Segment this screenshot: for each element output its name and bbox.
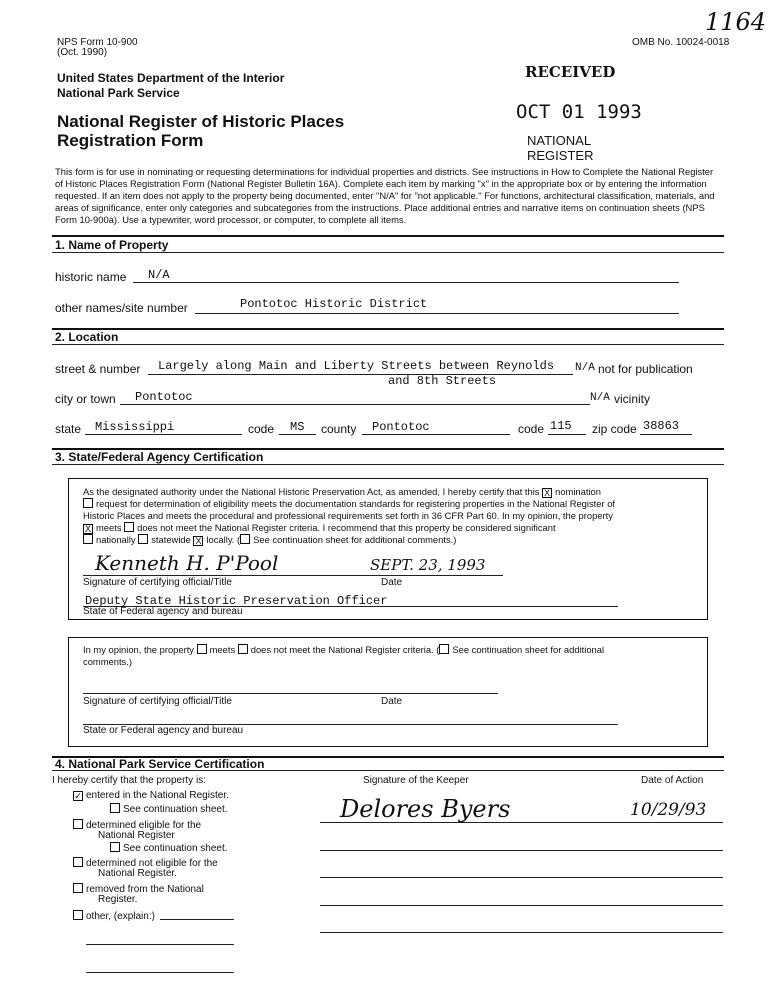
keeper-line-3	[320, 877, 723, 878]
city-value[interactable]: Pontotoc	[135, 390, 193, 404]
eligible-label: determined eligible for the	[86, 820, 202, 831]
section-rule	[52, 328, 724, 330]
meets-checkbox[interactable]: X	[84, 524, 91, 534]
see-continuation-checkbox-1[interactable]	[110, 803, 120, 813]
city-label: city or town	[55, 392, 116, 406]
state-value[interactable]: Mississippi	[95, 420, 175, 434]
opinion-date-label: Date	[381, 696, 403, 707]
other-line	[160, 919, 234, 920]
see-cont-row-1	[110, 803, 228, 815]
meets-label: meets	[96, 522, 122, 533]
keeper-signature: Delores Byers	[340, 795, 511, 823]
county-code-line	[548, 434, 586, 435]
code-label: code	[248, 422, 275, 436]
not-eligible-label-2: National Register.	[98, 868, 177, 879]
cert-para-1: As the designated authority under the National Historic Preservation Act, as amended, I hereby certify that this	[83, 486, 540, 497]
code-value[interactable]: MS	[290, 420, 305, 434]
entered-label: entered in the National Register.	[86, 790, 229, 801]
cert-line-5	[83, 534, 456, 546]
other-names-line	[195, 313, 679, 314]
opinion-line-1	[83, 644, 604, 655]
opinion-does-not-label: does not meet the National Register criteria. (	[250, 644, 440, 655]
removed-row	[73, 883, 204, 895]
other-line-2	[86, 944, 234, 945]
not-eligible-label: determined not eligible for the	[86, 858, 218, 869]
form-date: (Oct. 1990)	[57, 47, 108, 58]
keeper-line-4	[320, 905, 723, 906]
street-value-2[interactable]: and 8th Streets	[388, 374, 497, 388]
removed-label-2: Register.	[98, 894, 138, 905]
state-label: state	[55, 422, 82, 436]
keeper-line-5	[320, 932, 723, 933]
see-continuation-label-1: See continuation sheet.	[123, 804, 228, 815]
opinion-signature-label: Signature of certifying official/Title	[83, 696, 232, 707]
opinion-comments: comments.)	[83, 656, 132, 667]
keeper-line-1	[320, 822, 723, 823]
certify-text: I hereby certify that the property is:	[52, 775, 206, 786]
cert-line-4	[83, 522, 556, 534]
street-label: street & number	[55, 362, 141, 376]
form-number: NPS Form 10-900	[57, 37, 138, 48]
agency-value[interactable]: Deputy State Historic Preservation Officer	[85, 594, 388, 608]
other-row	[73, 910, 155, 922]
divider	[52, 464, 724, 465]
divider	[52, 770, 724, 771]
opinion-continuation-label: See continuation sheet for additional	[452, 644, 605, 655]
opinion-agency-label: State or Federal agency and bureau	[83, 725, 244, 736]
stamp-national: NATIONAL	[527, 133, 592, 148]
opinion-continuation-checkbox[interactable]	[439, 644, 449, 654]
see-continuation-checkbox-2[interactable]	[110, 842, 120, 852]
action-date[interactable]: 10/29/93	[630, 800, 707, 820]
removed-label: removed from the National	[86, 884, 204, 895]
cert-para-2: request for determination of eligibility meets the documentation standards for registering properties in the National Register of	[96, 498, 616, 509]
signature-label: Signature of certifying official/Title	[83, 577, 232, 588]
statewide-checkbox[interactable]	[138, 534, 148, 544]
date-of-action-label: Date of Action	[641, 775, 704, 786]
nationally-checkbox[interactable]	[83, 534, 93, 544]
street-value[interactable]: Largely along Main and Liberty Streets between Reynolds	[158, 359, 555, 373]
not-for-publication-label: not for publication	[598, 362, 693, 376]
opinion-signature-line	[83, 693, 498, 694]
eligible-checkbox[interactable]	[73, 819, 83, 829]
code-line	[279, 434, 316, 435]
historic-name-label: historic name	[55, 270, 127, 284]
opinion-meets-label: meets	[209, 644, 236, 655]
date-label: Date	[381, 577, 403, 588]
stamp-date: OCT 01 1993	[516, 101, 642, 123]
nationally-label: nationally	[96, 534, 136, 545]
entered-checkbox[interactable]: ✓	[74, 791, 82, 801]
locally-checkbox[interactable]: X	[195, 536, 202, 546]
city-line	[120, 404, 590, 405]
eligible-label-2: National Register	[98, 830, 175, 841]
divider	[52, 252, 724, 253]
department: United States Department of the Interior	[57, 71, 285, 85]
county-line	[362, 434, 510, 435]
continuation-checkbox[interactable]	[240, 534, 250, 544]
stamp-register: REGISTER	[527, 148, 594, 163]
section-rule	[52, 235, 724, 237]
certification-date[interactable]: SEPT. 23, 1993	[370, 556, 486, 574]
cert-line-1	[83, 486, 601, 498]
historic-name-value[interactable]: N/A	[148, 268, 170, 282]
county-value[interactable]: Pontotoc	[372, 420, 430, 434]
removed-checkbox[interactable]	[73, 883, 83, 893]
cert-line-2	[83, 498, 615, 509]
see-cont-row-2	[110, 842, 228, 854]
signature-line	[83, 575, 503, 576]
keeper-line-2	[320, 850, 723, 851]
locally-label: locally. (	[206, 534, 241, 545]
vicinity-label: vicinity	[614, 392, 651, 406]
statewide-label: statewide	[151, 534, 191, 545]
other-label: other, (explain:)	[86, 911, 155, 922]
instructions: This form is for use in nominating or requesting determinations for individual properties and districts. See instructions in How to Complete the National Register of Historic Places Registration Form (National Register Bulletin 16A). Complete each item by marking "x" in the appropriate box or by entering the information requested. If an item does not apply to the property being documented, enter "N/A" for "not applicable." For functions, architectural classification, materials, and areas of significance, enter only categories and subcategories from the instructions. Place additional entries and narrative items on continuation sheets (NPS Form 10-900a). Use a typewriter, word processor, or computer, to complete all items.	[55, 166, 715, 225]
other-checkbox[interactable]	[73, 910, 83, 920]
county-code-label: code	[518, 422, 545, 436]
agency-label: State of Federal agency and bureau	[83, 606, 243, 617]
county-code-value[interactable]: 115	[550, 419, 572, 433]
nomination-label: nomination	[555, 486, 601, 497]
opinion-meets-checkbox[interactable]	[197, 644, 207, 654]
received-stamp: RECEIVED	[525, 63, 616, 81]
does-not-meet-checkbox[interactable]	[124, 522, 134, 532]
form-subtitle: Registration Form	[57, 131, 204, 150]
service: National Park Service	[57, 86, 180, 100]
see-continuation-label-2: See continuation sheet.	[123, 843, 228, 854]
nomination-checkbox[interactable]: X	[544, 488, 551, 498]
vicinity-mark[interactable]: N/A	[590, 392, 610, 404]
zip-line	[640, 434, 692, 435]
divider	[52, 344, 724, 345]
keeper-label: Signature of the Keeper	[363, 775, 469, 786]
entered-row	[73, 790, 229, 801]
opinion-text: In my opinion, the property	[83, 644, 194, 655]
street-line	[148, 374, 573, 375]
cert-para-3: Historic Places and meets the procedural and professional requirements set forth in 36 CFR Part 60. In my opinion, the property	[83, 510, 613, 521]
other-line-3	[86, 972, 234, 973]
state-line	[85, 434, 242, 435]
section-3-title: 3. State/Federal Agency Certification	[55, 450, 264, 464]
historic-name-line	[133, 282, 679, 283]
request-checkbox[interactable]	[83, 498, 93, 508]
zip-label: zip code	[592, 422, 637, 436]
section-1-title: 1. Name of Property	[55, 238, 169, 252]
zip-value[interactable]: 38863	[643, 419, 680, 433]
not-eligible-checkbox[interactable]	[73, 857, 83, 867]
opinion-does-not-checkbox[interactable]	[238, 644, 248, 654]
other-names-value[interactable]: Pontotoc Historic District	[240, 297, 428, 311]
continuation-label: See continuation sheet for additional comments.)	[253, 534, 457, 545]
county-label: county	[321, 422, 357, 436]
form-title: National Register of Historic Places	[57, 112, 345, 131]
other-names-label: other names/site number	[55, 301, 188, 315]
section-4-title: 4. National Park Service Certification	[55, 757, 265, 771]
page-mark: 1164	[705, 8, 767, 36]
does-not-meet-label: does not meet the National Register criteria. I recommend that this property be considered significant	[137, 522, 556, 533]
not-for-publication-mark[interactable]: N/A	[575, 362, 595, 374]
omb-number: OMB No. 10024-0018	[632, 37, 730, 48]
section-2-title: 2. Location	[55, 330, 119, 344]
certifying-signature: Kenneth H. P'Pool	[95, 551, 279, 575]
